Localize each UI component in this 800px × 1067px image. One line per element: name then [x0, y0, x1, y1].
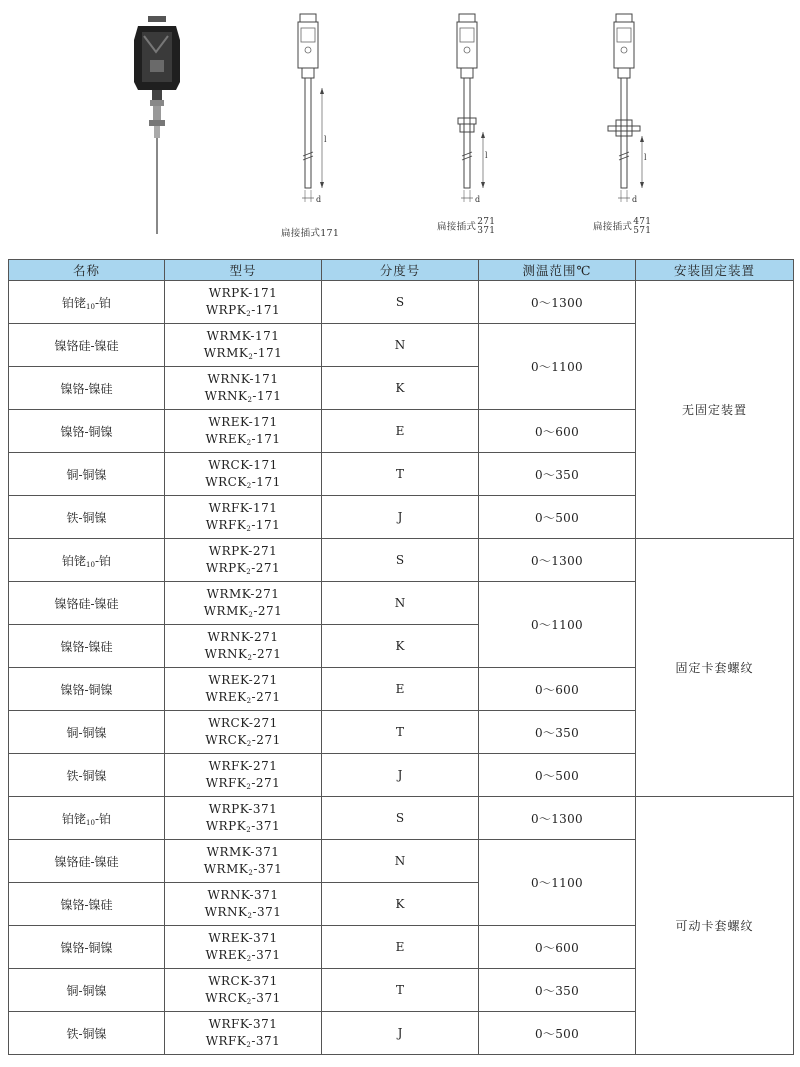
cell-range: 0～350: [479, 711, 636, 754]
cell-name: [9, 926, 165, 969]
cell-model: [165, 711, 322, 754]
figure-caption-171: 扁接插式171: [281, 228, 340, 239]
model-b-suffix: -271: [251, 690, 281, 704]
cell-name: [9, 367, 165, 410]
cell-model: [165, 969, 322, 1012]
model-a: WREK-371: [208, 931, 278, 945]
table-row: [9, 539, 794, 582]
model-b: [165, 904, 321, 921]
model-b-sub: 2: [247, 912, 253, 920]
cell-division: N: [322, 840, 479, 883]
name-text: 铜-铜镍: [66, 983, 107, 998]
cell-model: [165, 367, 322, 410]
cell-range: 0～500: [479, 496, 636, 539]
model-b-sub: 2: [246, 783, 252, 791]
model-a: WRNK-371: [207, 888, 279, 902]
model-b-suffix: -271: [251, 733, 281, 747]
cell-install: 可动卡套螺纹: [636, 797, 794, 1055]
cell-division: K: [322, 883, 479, 926]
cell-division: E: [322, 410, 479, 453]
cell-install: 固定卡套螺纹: [636, 539, 794, 797]
name-subscript: 10: [86, 560, 95, 569]
cell-range: 0～350: [479, 969, 636, 1012]
cell-name: [9, 324, 165, 367]
cell-range: 0～1300: [479, 281, 636, 324]
cell-name: [9, 840, 165, 883]
model-b-suffix: -171: [251, 475, 281, 489]
cell-range: 0～600: [479, 410, 636, 453]
cell-division: K: [322, 625, 479, 668]
model-b: [165, 947, 321, 964]
model-b-prefix: WRPK: [205, 303, 247, 317]
drawing-271-371: [437, 8, 507, 208]
model-b-prefix: WRPK: [205, 561, 247, 575]
name-text: 镍铬-镍硅: [60, 897, 113, 912]
model-b-suffix: -371: [251, 819, 281, 833]
model-b: [165, 474, 321, 491]
spec-table: [8, 259, 794, 1055]
cell-model: [165, 668, 322, 711]
model-b-prefix: WRMK: [203, 604, 249, 618]
model-a: WRFK-271: [208, 759, 278, 773]
model-a: WRPK-171: [208, 286, 278, 300]
name-text: 镍铬-铜镍: [60, 424, 113, 439]
table-body: [9, 281, 794, 1055]
cell-division: N: [322, 324, 479, 367]
length-label: l: [644, 153, 647, 162]
diameter-label: d: [632, 195, 638, 204]
diameter-label: d: [475, 195, 481, 204]
model-b-suffix: -371: [251, 1034, 281, 1048]
header-division: 分度号: [322, 260, 479, 281]
cell-range: 0～600: [479, 668, 636, 711]
cell-model: [165, 797, 322, 840]
name-text: 镍铬-镍硅: [60, 639, 113, 654]
model-b: [165, 861, 321, 878]
model-b: [165, 1033, 321, 1050]
model-b-suffix: -371: [251, 948, 281, 962]
model-b-sub: 2: [246, 525, 252, 533]
cell-name: [9, 539, 165, 582]
cell-name: [9, 496, 165, 539]
model-b: [165, 431, 321, 448]
name-text: 镍铬-镍硅: [60, 381, 113, 396]
cell-division: T: [322, 969, 479, 1012]
cell-division: S: [322, 797, 479, 840]
cell-range: 0～1300: [479, 797, 636, 840]
cell-model: [165, 539, 322, 582]
cell-division: E: [322, 926, 479, 969]
model-a: WRFK-371: [208, 1017, 278, 1031]
cell-division: E: [322, 668, 479, 711]
model-b-suffix: -271: [251, 561, 281, 575]
name-text: 铁-铜镍: [66, 1026, 107, 1041]
cell-range: 0～1300: [479, 539, 636, 582]
cell-model: [165, 754, 322, 797]
model-b: [165, 517, 321, 534]
model-b-prefix: WRNK: [204, 905, 248, 919]
cell-division: J: [322, 754, 479, 797]
model-b-sub: 2: [247, 654, 253, 662]
model-a: WRCK-371: [208, 974, 278, 988]
model-b-sub: 2: [246, 439, 252, 447]
name-text: 镍铬-铜镍: [60, 682, 113, 697]
model-a: WRPK-271: [208, 544, 278, 558]
model-b-sub: 2: [248, 869, 254, 877]
model-b: [165, 302, 321, 319]
cell-name: [9, 625, 165, 668]
cell-name: [9, 1012, 165, 1055]
model-a: WRMK-271: [206, 587, 280, 601]
length-label: l: [485, 151, 488, 160]
name-text-tail: -铂: [94, 811, 111, 826]
cell-range: 0～1100: [479, 582, 636, 668]
cell-model: [165, 840, 322, 883]
model-b: [165, 689, 321, 706]
model-b-sub: 2: [246, 955, 252, 963]
cell-name: [9, 711, 165, 754]
model-a: WRFK-171: [208, 501, 278, 515]
model-b: [165, 560, 321, 577]
model-b-prefix: WRCK: [205, 475, 247, 489]
model-b-sub: 2: [248, 611, 254, 619]
name-text-tail: -铂: [94, 553, 111, 568]
model-b: [165, 603, 321, 620]
model-b-sub: 2: [247, 396, 253, 404]
model-b-prefix: WREK: [205, 948, 247, 962]
model-b-prefix: WRNK: [204, 389, 248, 403]
cell-model: [165, 582, 322, 625]
cell-model: [165, 926, 322, 969]
cell-division: N: [322, 582, 479, 625]
model-a: WRCK-171: [208, 458, 278, 472]
model-b: [165, 990, 321, 1007]
name-text-tail: -铂: [94, 295, 111, 310]
cell-model: [165, 1012, 322, 1055]
cell-name: [9, 668, 165, 711]
cell-division: S: [322, 281, 479, 324]
figure-caption-271-371: 扁接插式 271 371: [437, 217, 496, 236]
name-text: 铁-铜镍: [66, 768, 107, 783]
model-a: WREK-171: [208, 415, 278, 429]
model-a: WRNK-171: [207, 372, 279, 386]
model-b-sub: 2: [246, 568, 252, 576]
cell-range: 0～1100: [479, 840, 636, 926]
table-row: [9, 281, 794, 324]
model-b-suffix: -271: [253, 604, 283, 618]
cell-model: [165, 281, 322, 324]
model-b: [165, 345, 321, 362]
model-a: WREK-271: [208, 673, 278, 687]
model-b-sub: 2: [246, 697, 252, 705]
name-text: 镍铬硅-镍硅: [54, 338, 119, 353]
model-b-suffix: -171: [251, 518, 281, 532]
table-header-row: [9, 260, 794, 281]
model-b-sub: 2: [246, 1041, 252, 1049]
cell-division: T: [322, 711, 479, 754]
cell-name: [9, 883, 165, 926]
model-b: [165, 388, 321, 405]
cell-install: 无固定装置: [636, 281, 794, 539]
model-a: WRMK-371: [206, 845, 280, 859]
model-b-suffix: -371: [252, 905, 282, 919]
cell-division: K: [322, 367, 479, 410]
model-b-suffix: -371: [253, 862, 283, 876]
model-b-prefix: WRPK: [205, 819, 247, 833]
thermocouple-photo: [128, 12, 188, 237]
name-text-head: 铂铑: [62, 553, 87, 568]
model-b: [165, 732, 321, 749]
model-b-suffix: -171: [251, 432, 281, 446]
product-figures: [0, 0, 800, 258]
cell-range: 0～600: [479, 926, 636, 969]
model-b-sub: 2: [246, 826, 252, 834]
model-b-suffix: -171: [251, 303, 281, 317]
model-b-suffix: -171: [253, 346, 283, 360]
name-subscript: 10: [86, 818, 95, 827]
model-b-prefix: WREK: [205, 432, 247, 446]
cell-model: [165, 883, 322, 926]
drawing-471-571: [594, 8, 664, 208]
table-row: [9, 797, 794, 840]
model-b-prefix: WREK: [205, 690, 247, 704]
cell-range: 0～1100: [479, 324, 636, 410]
cell-range: 0～500: [479, 1012, 636, 1055]
model-b-prefix: WRMK: [203, 346, 249, 360]
model-b: [165, 818, 321, 835]
drawing-171: [278, 8, 348, 208]
cell-division: J: [322, 1012, 479, 1055]
name-text: 镍铬硅-镍硅: [54, 854, 119, 869]
model-b-sub: 2: [248, 353, 254, 361]
cell-name: [9, 969, 165, 1012]
name-text: 铁-铜镍: [66, 510, 107, 525]
length-label: l: [324, 135, 327, 144]
name-text-head: 铂铑: [62, 295, 87, 310]
model-b-prefix: WRMK: [203, 862, 249, 876]
cell-division: J: [322, 496, 479, 539]
cell-name: [9, 453, 165, 496]
model-b: [165, 775, 321, 792]
model-b: [165, 646, 321, 663]
cell-model: [165, 496, 322, 539]
model-b-prefix: WRCK: [205, 991, 247, 1005]
cell-name: [9, 797, 165, 840]
model-b-prefix: WRFK: [205, 518, 247, 532]
header-name: 名称: [9, 260, 165, 281]
header-model: 型号: [165, 260, 322, 281]
model-b-suffix: -271: [251, 776, 281, 790]
header-range: 测温范围℃: [479, 260, 636, 281]
model-a: WRPK-371: [208, 802, 278, 816]
figure-caption-471-571: 扁接插式 471 571: [593, 217, 652, 236]
model-b-sub: 2: [246, 310, 252, 318]
model-b-suffix: -271: [252, 647, 282, 661]
cell-name: [9, 410, 165, 453]
model-b-sub: 2: [246, 998, 252, 1006]
model-b-prefix: WRFK: [205, 1034, 247, 1048]
cell-model: [165, 324, 322, 367]
model-b-prefix: WRCK: [205, 733, 247, 747]
header-install: 安装固定装置: [636, 260, 794, 281]
model-a: WRMK-171: [206, 329, 280, 343]
model-a: WRCK-271: [208, 716, 278, 730]
cell-model: [165, 410, 322, 453]
name-text-head: 铂铑: [62, 811, 87, 826]
cell-name: [9, 281, 165, 324]
name-text: 铜-铜镍: [66, 467, 107, 482]
model-b-prefix: WRNK: [204, 647, 248, 661]
name-text: 镍铬-铜镍: [60, 940, 113, 955]
cell-range: 0～350: [479, 453, 636, 496]
cell-name: [9, 754, 165, 797]
cell-model: [165, 625, 322, 668]
model-b-prefix: WRFK: [205, 776, 247, 790]
name-text: 铜-铜镍: [66, 725, 107, 740]
diameter-label: d: [316, 195, 322, 204]
model-b-suffix: -171: [252, 389, 282, 403]
model-a: WRNK-271: [207, 630, 279, 644]
model-b-sub: 2: [246, 740, 252, 748]
cell-range: 0～500: [479, 754, 636, 797]
cell-model: [165, 453, 322, 496]
name-text: 镍铬硅-镍硅: [54, 596, 119, 611]
model-b-sub: 2: [246, 482, 252, 490]
cell-division: T: [322, 453, 479, 496]
cell-name: [9, 582, 165, 625]
model-b-suffix: -371: [251, 991, 281, 1005]
name-subscript: 10: [86, 302, 95, 311]
cell-division: S: [322, 539, 479, 582]
